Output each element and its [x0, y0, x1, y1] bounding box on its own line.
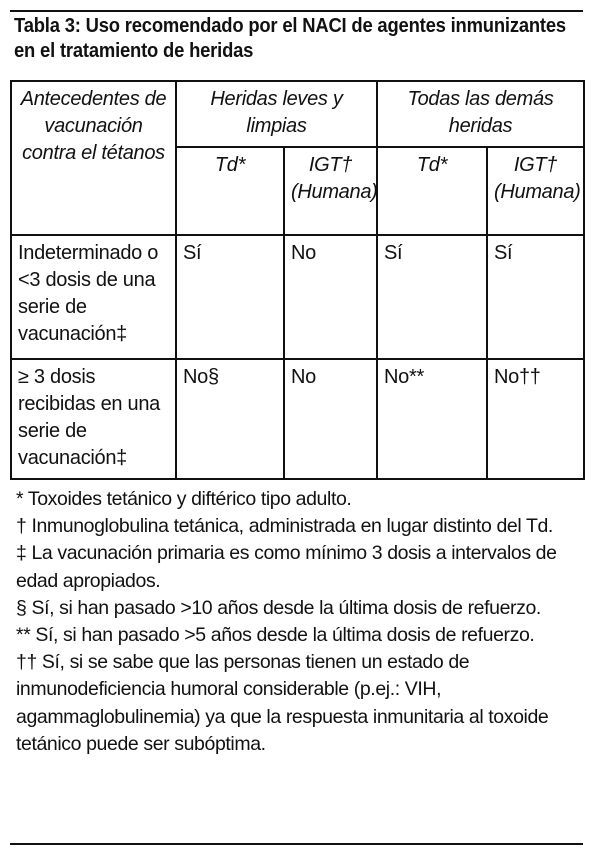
cell-leves-igt: No — [284, 359, 377, 479]
footnote-5-anos: ** Sí, si han pasado >5 años desde la última dosis de refuerzo. — [16, 624, 535, 647]
subheader-leves-td: Td* — [176, 147, 284, 235]
row-label: ≥ 3 dosis recibidas en una serie de vacunación‡ — [11, 359, 176, 479]
cell-leves-td: No§ — [176, 359, 284, 479]
header-heridas-leves: Heridas leves y limpias — [176, 81, 377, 147]
header-demas-heridas: Todas las demás heridas — [377, 81, 584, 147]
footnote-td: * Toxoides tetánico y diftérico tipo adulto. — [16, 488, 352, 510]
footnote-vacunacion: ‡ La vacunación primaria es como mínimo 3 dosis a intervalos de edad apropiados. — [16, 542, 557, 592]
subheader-demas-td: Td* — [377, 147, 487, 235]
footnote-inmunodeficiencia: †† Sí, si se sabe que las personas tienen un estado de inmunodeficiencia humoral considerable (p.ej.: VIH, agammaglobulinemia) ya que la respuesta inmunitaria al toxoide tetánico puede ser subóptima. — [16, 651, 549, 755]
header-antecedentes: Antecedentes de vacunación contra el tétanos — [11, 81, 176, 235]
row-label: Indeterminado o <3 dosis de una serie de vacunación‡ — [11, 235, 176, 359]
footnote-10-anos: § Sí, si han pasado >10 años desde la última dosis de refuerzo. — [16, 596, 541, 619]
table-row — [11, 359, 584, 479]
footnote-igt: † Inmunoglobulina tetánica, administrada en lugar distinto del Td. — [16, 515, 553, 538]
recommendation-table — [10, 80, 585, 480]
table-title: Tabla 3: Uso recomendado por el NACI de agentes inmunizantes en el tratamiento de heridas — [14, 15, 566, 62]
table-row — [11, 235, 584, 359]
cell-leves-igt: No — [284, 235, 377, 359]
cell-demas-td: No** — [377, 359, 487, 479]
footnotes — [16, 486, 578, 758]
subheader-leves-igt: IGT† (Humana) — [284, 147, 377, 235]
cell-demas-igt: Sí — [487, 235, 584, 359]
cell-leves-td: Sí — [176, 235, 284, 359]
cell-demas-td: Sí — [377, 235, 487, 359]
subheader-demas-igt: IGT† (Humana) — [487, 147, 584, 235]
cell-demas-igt: No†† — [487, 359, 584, 479]
